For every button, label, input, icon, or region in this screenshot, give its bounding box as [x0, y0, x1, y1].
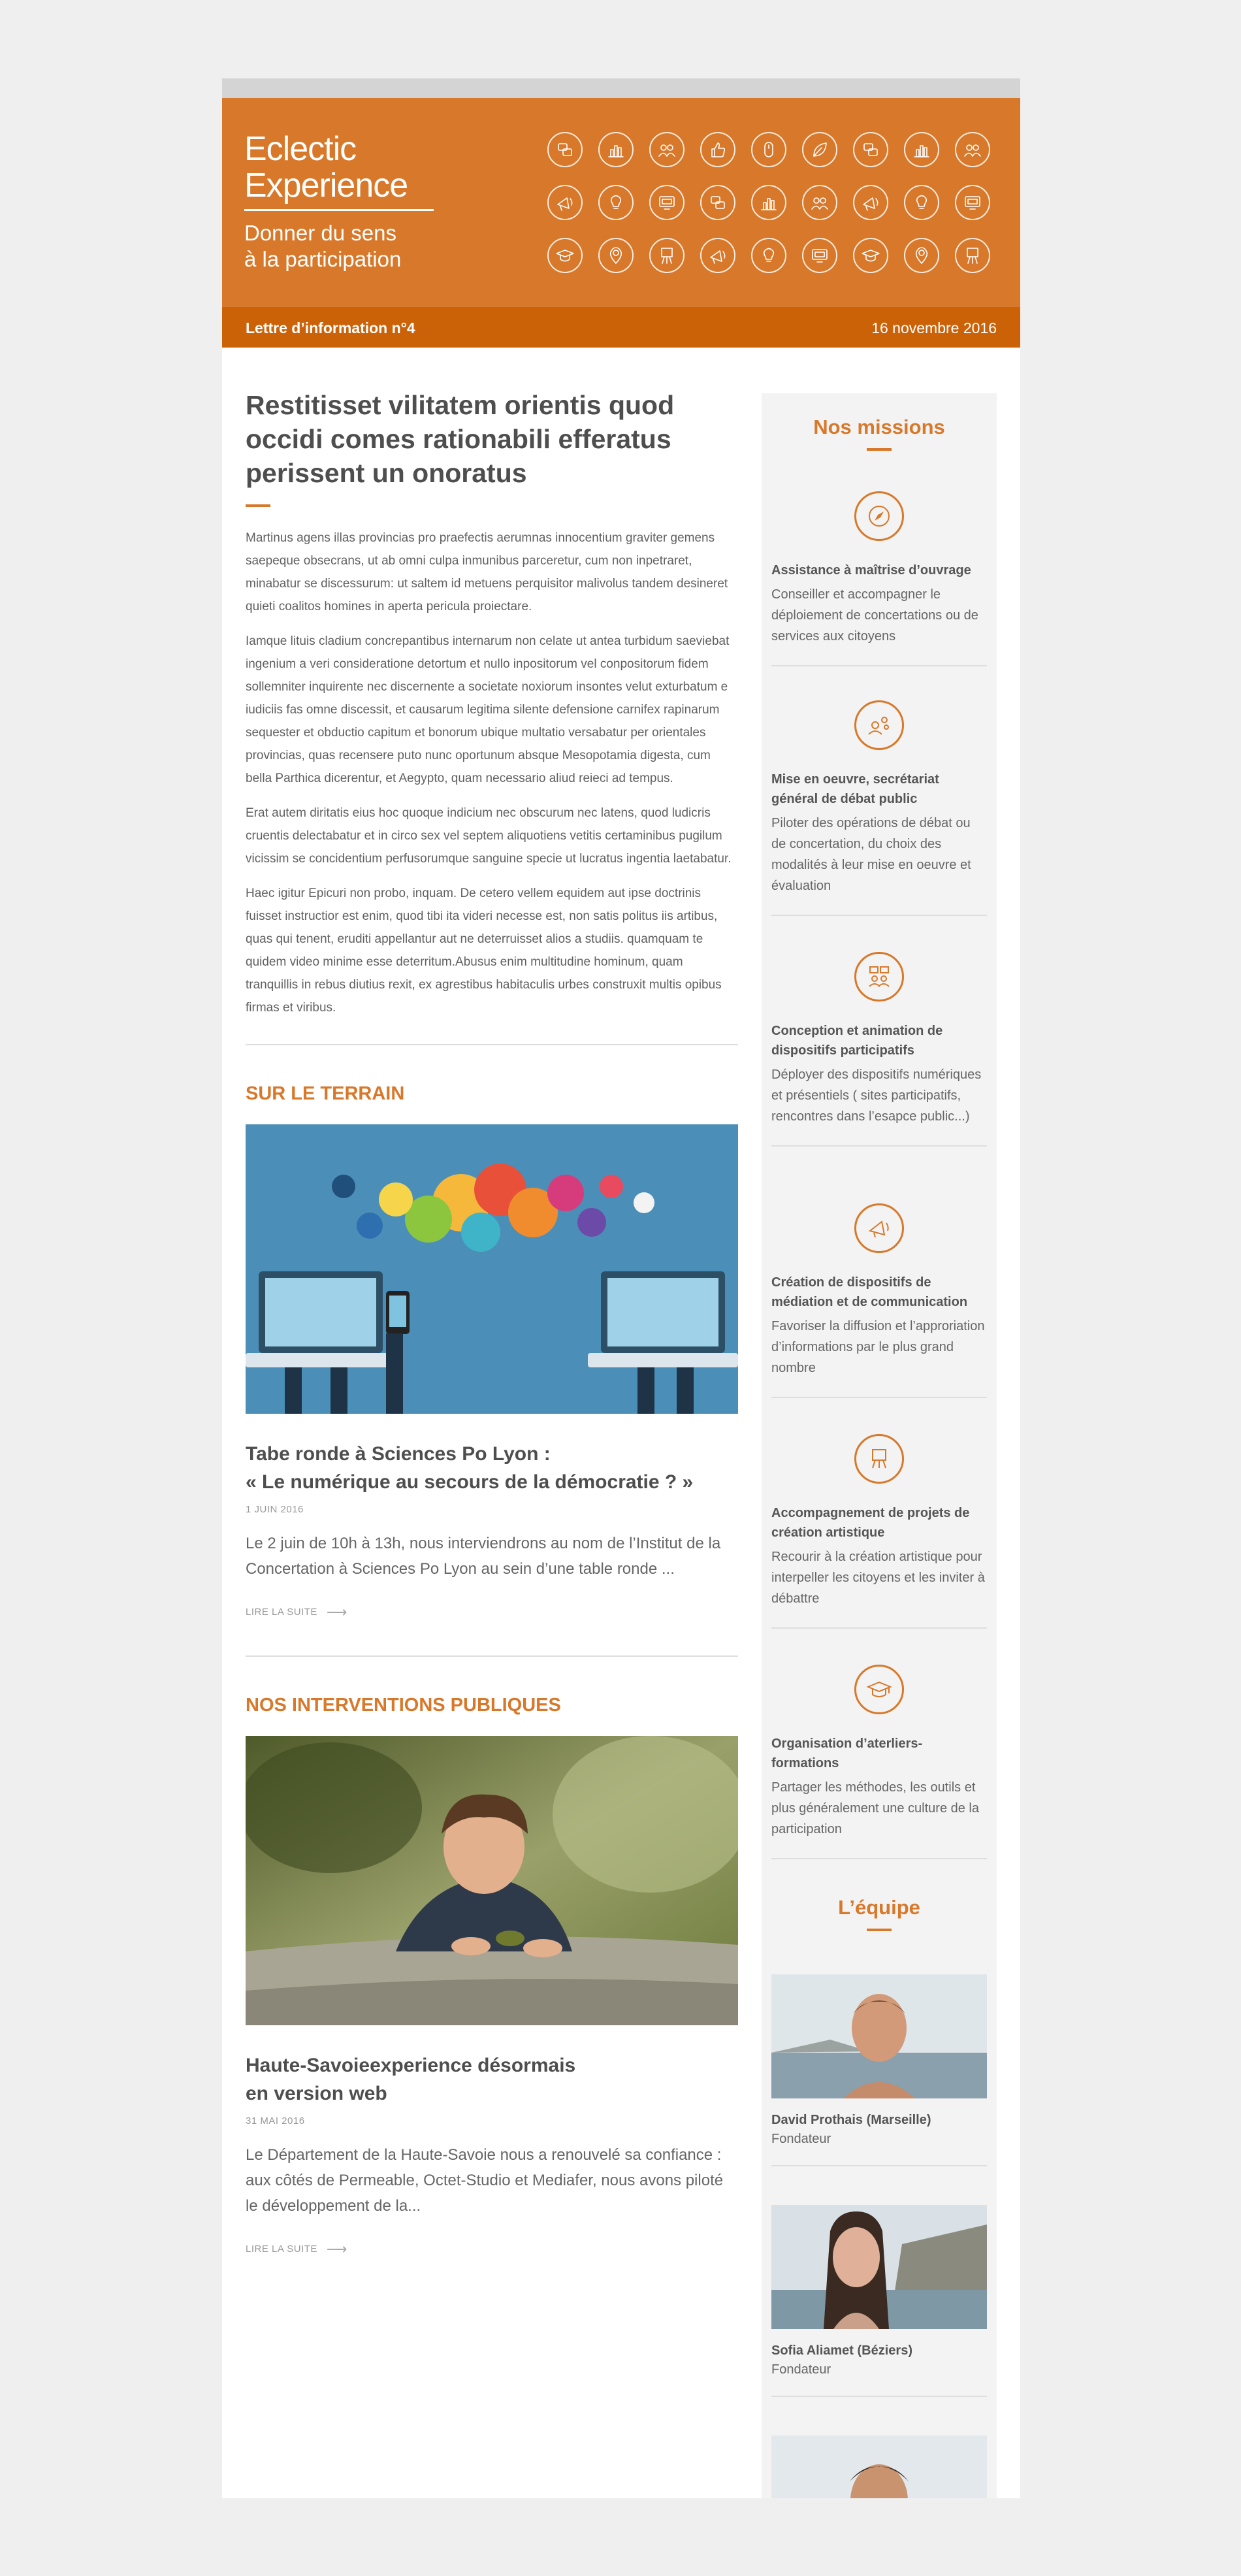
arrow-right-icon: ⟶ — [326, 2240, 347, 2257]
interventions-news-date: 31 MAI 2016 — [246, 2115, 305, 2127]
mission-description: Conseiller et accompagner le déploiement de concertations ou de services aux citoyens — [771, 587, 978, 644]
read-more-label: LIRE LA SUITE — [246, 1606, 317, 1618]
missions-heading — [762, 416, 997, 451]
mission-title: Mise en oeuvre, secrétariat général de débat public — [771, 772, 939, 806]
mission-divider — [771, 665, 987, 666]
people-gear-icon — [854, 700, 904, 750]
terrain-news-title[interactable] — [246, 1440, 738, 1496]
boy-with-frog-photo — [246, 1736, 738, 2025]
bulb-icon — [598, 185, 634, 220]
team-member-name: Sofia Aliamet (Béziers) — [771, 2343, 912, 2358]
team-heading — [762, 1896, 997, 1931]
easel-icon — [854, 1434, 904, 1484]
thumbs-up-icon — [700, 132, 735, 167]
terrain-news-title-line1: Tabe ronde à Sciences Po Lyon : — [246, 1443, 551, 1465]
mission-description: Recourir à la création artistique pour interpeller les citoyens et les inviter à débattre — [771, 1550, 985, 1606]
location-pin-icon — [904, 238, 939, 273]
terrain-news-excerpt: Le 2 juin de 10h à 13h, nous interviendrons au nom de l’Institut de la Concertation à Sciences Po Lyon au sein d’une table ronde ... — [246, 1535, 721, 1578]
newsletter-number: Lettre d’information n°4 — [246, 319, 415, 336]
terrain-read-more-link[interactable] — [246, 1603, 738, 1620]
team-divider — [771, 2165, 987, 2166]
team-member-name: David Prothais (Marseille) — [771, 2113, 931, 2127]
interventions-news-title-line1: Haute-Savoieexperience désormais — [246, 2055, 576, 2076]
screen-icon — [802, 238, 837, 273]
brand-rule — [244, 209, 434, 211]
mission-description: Favoriser la diffusion et l’approriation d’informations par le plus grand nombre — [771, 1319, 985, 1375]
team-divider — [771, 2396, 987, 2397]
chart-icon — [904, 132, 939, 167]
article-paragraph-3: Erat autem diritatis eius hoc quoque indicium nec obscurum nec latens, quod ludicris cruentis delectabatur et in circo sex vel septem aliquotiens vetitis certaminibus pugilum vicissim se concidentium perfusorumque sanguine specie ut lucratus ingentia laetabatur. — [246, 806, 732, 866]
arrow-right-icon: ⟶ — [326, 1603, 347, 1620]
top-strip — [222, 78, 1020, 98]
megaphone-icon — [700, 238, 735, 273]
people-icon — [955, 132, 990, 167]
interventions-news-title[interactable] — [246, 2051, 738, 2108]
team-member — [771, 2436, 987, 2498]
megaphone-icon — [854, 1203, 904, 1253]
terrain-news-date: 1 JUIN 2016 — [246, 1504, 304, 1515]
screen-icon — [649, 185, 685, 220]
bulb-icon — [904, 185, 939, 220]
team-member — [771, 1974, 987, 2166]
article-paragraph-4: Haec igitur Epicuri non probo, inquam. De cetero vellem equidem aut ipse doctrinis fuisset instructior est enim, quod tibi ita videri necesse est, non satis politus iis artibus, quas qui tenent, eruditi appellantur aut ne deterruisset alios a studiis. quamquam te quidem video minime esse deterritum.Abusus enim multitudine hominum, quam tranquillis in rebus diutius rexit, ex agrestibus habitaculis urbes construxit multis opibus firmas et viribus. — [246, 887, 722, 1015]
missions-accent-bar — [867, 448, 892, 451]
mission-divider — [771, 1858, 987, 1859]
easel-icon — [955, 238, 990, 273]
speech-icon — [853, 132, 888, 167]
mission-description: Piloter des opérations de débat ou de concertation, du choix des modalités à leur mise en oeuvre et évaluation — [771, 816, 971, 893]
mission-item — [771, 491, 987, 666]
interventions-news-title-line2: en version web — [246, 2083, 387, 2104]
title-accent-bar — [246, 504, 270, 507]
read-more-label: LIRE LA SUITE — [246, 2243, 317, 2255]
mission-item — [771, 1203, 987, 1398]
mission-divider — [771, 1145, 987, 1147]
brand-logo[interactable] — [244, 131, 434, 272]
screen-icon — [955, 185, 990, 220]
article-paragraph-1: Martinus agens illas provincias pro praefectis aerumnas innocentium graviter gemens saepeque obsecrans, ut ab omni culpa inmunibus parceretur, cum non inpetraret, minabatur se discessurum: ut saltem id metuens perquisitor malivolus tandem desineret quieti coalitos homines in aperta pericula proiectare. — [246, 531, 728, 613]
section-title-terrain: SUR LE TERRAIN — [246, 1083, 405, 1104]
chart-icon — [598, 132, 634, 167]
section-divider — [246, 1044, 738, 1045]
chart-icon — [751, 185, 786, 220]
brand-name-line2: Experience — [244, 167, 408, 204]
mission-description: Partager les méthodes, les outils et plus généralement une culture de la participation — [771, 1780, 979, 1836]
team-member-role: Fondateur — [771, 2132, 831, 2146]
terrain-image[interactable] — [246, 1124, 738, 1414]
leaf-icon — [802, 132, 837, 167]
terrain-news-title-line2: « Le numérique au secours de la démocratie ? » — [246, 1471, 694, 1493]
mission-divider — [771, 1397, 987, 1398]
newsletter-body — [222, 348, 1020, 2498]
mission-title: Conception et animation de dispositifs participatifs — [771, 1024, 943, 1058]
info-bar — [222, 307, 1020, 348]
avatar[interactable] — [771, 2436, 987, 2498]
section-divider — [246, 1655, 738, 1657]
people-icon — [802, 185, 837, 220]
mission-title: Organisation d’aterliers-formations — [771, 1736, 923, 1770]
team-accent-bar — [867, 1929, 892, 1931]
mission-divider — [771, 915, 987, 916]
mission-item — [771, 952, 987, 1147]
article-paragraph-2: Iamque lituis cladium concrepantibus internarum non celate ut antea turbidum saeviebat ingenium a veri consideratione detortum et nullo inpositorum vel conpositorum fidem sollemniter inquirente nec discernente a societate noxiorum insontes velut exturbatum e iudiciis fas omne discessit, et causarum legitima silente defensione carnifex rapinarum sequester et obductio capitum et bonorum ubique multatio versabatur per orientales provincias, quas recensere puto nunc oportunum absque Mesopotamia digesta, cum bella Parthica dicerentur, et Aegypto, quam necessario aliud reieci ad tempus. — [246, 634, 730, 785]
mission-title: Création de dispositifs de médiation et de communication — [771, 1275, 968, 1309]
megaphone-icon — [853, 185, 888, 220]
tagline-line2: à la participation — [244, 247, 402, 271]
mission-description: Déployer des dispositifs numériques et présentiels ( sites participatifs, rencontres dans l’esapce public...) — [771, 1068, 982, 1124]
easel-icon — [649, 238, 685, 273]
megaphone-icon — [547, 185, 583, 220]
speech-icon — [547, 132, 583, 167]
missions-title: Nos missions — [813, 416, 945, 438]
team-title: L’équipe — [838, 1896, 920, 1919]
compass-icon — [854, 491, 904, 541]
speech-icon — [700, 185, 735, 220]
mission-item — [771, 700, 987, 916]
section-interventions — [246, 1695, 738, 2255]
people-icon — [649, 132, 685, 167]
mission-item — [771, 1434, 987, 1629]
interventions-read-more-link[interactable] — [246, 2240, 738, 2257]
newsletter-date: 16 novembre 2016 — [871, 319, 997, 336]
interventions-image[interactable] — [246, 1736, 738, 2025]
article-title: Restitisset vilitatem orientis quod occidi comes rationabili efferatus perissent un onoratus — [246, 390, 675, 488]
avatar[interactable] — [771, 2205, 987, 2329]
tagline-line1: Donner du sens — [244, 221, 396, 245]
mission-title: Assistance à maîtrise d’ouvrage — [771, 563, 971, 578]
section-title-interventions: NOS INTERVENTIONS PUBLIQUES — [246, 1695, 561, 1716]
interventions-news-excerpt: Le Département de la Haute-Savoie nous a renouvelé sa confiance : aux côtés de Permeable, Octet-Studio et Mediafer, nous avons piloté le développement de la... — [246, 2146, 724, 2215]
mission-title: Accompagnement de projets de création artistique — [771, 1506, 970, 1540]
graduation-cap-icon — [547, 238, 583, 273]
section-terrain — [246, 1083, 738, 1618]
main-column — [246, 388, 738, 2255]
avatar[interactable] — [771, 1974, 987, 2098]
graduation-cap-icon — [854, 1665, 904, 1714]
digital-democracy-illustration — [246, 1124, 738, 1414]
group-chat-icon — [854, 952, 904, 1002]
team-member-role: Fondateur — [771, 2362, 831, 2377]
sidebar — [762, 393, 997, 2498]
team-member — [771, 2205, 987, 2397]
bulb-icon — [751, 238, 786, 273]
newsletter-header — [222, 98, 1020, 307]
location-pin-icon — [598, 238, 634, 273]
mouse-icon — [751, 132, 786, 167]
brand-name-line1: Eclectic — [244, 130, 357, 168]
header-icon-grid — [547, 132, 1005, 273]
mission-divider — [771, 1627, 987, 1629]
graduation-cap-icon — [853, 238, 888, 273]
mission-item — [771, 1665, 987, 1859]
